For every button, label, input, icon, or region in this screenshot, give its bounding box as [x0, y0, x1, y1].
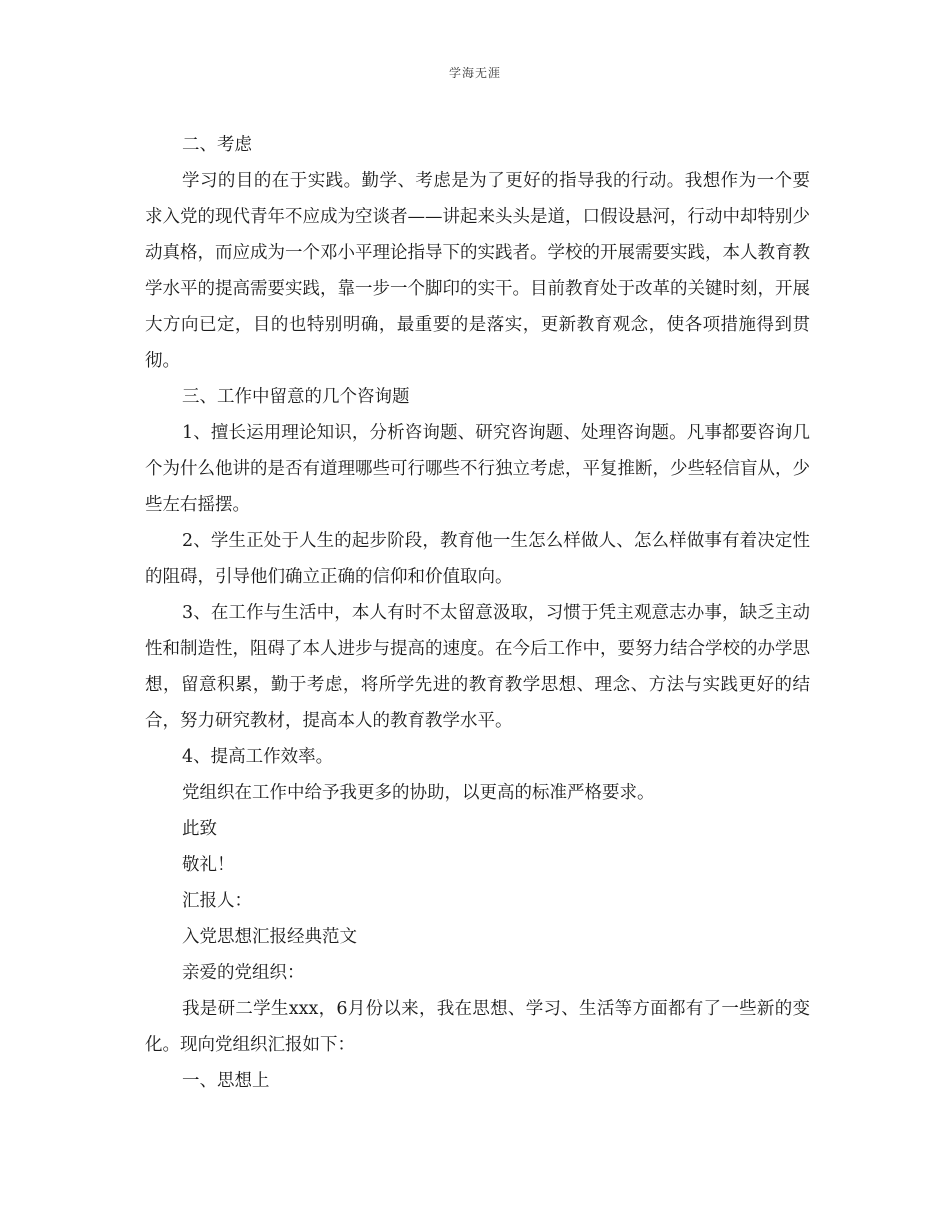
section-heading-thought: 一、思想上	[182, 1071, 270, 1091]
greeting: 亲爱的党组织：	[182, 963, 305, 983]
closing-regards: 敬礼！	[182, 855, 235, 875]
list-item-4: 4、提高工作效率。	[182, 747, 334, 767]
reporter-label: 汇报人：	[182, 891, 252, 911]
paragraph-intro: 我是研二学生xxx，6月份以来，我在思想、学习、生活等方面都有了一些新的变化。现向党组织汇报如下：	[145, 999, 810, 1055]
closing-salutation: 此致	[182, 819, 217, 839]
list-item-3: 3、在工作与生活中，本人有时不太留意汲取，习惯于凭主观意志办事，缺乏主动性和制造性，阻碍了本人进步与提高的速度。在今后工作中，要努力结合学校的办学思想，留意积累，勤于考虑，将所学先进的教育教学思想、理念、方法与实践更好的结合，努力研究教材，提高本人的教育教学水平。	[145, 603, 810, 731]
paragraph-practice: 学习的目的在于实践。勤学、考虑是为了更好的指导我的行动。我想作为一个要求入党的现代青年不应成为空谈者——讲起来头头是道，口假设悬河，行动中却特别少动真格，而应成为一个邓小平理论指导下的实践者。学校的开展需要实践，本人教育教学水平的提高需要实践，靠一步一个脚印的实干。目前教育处于改革的关键时刻，开展大方向已定，目的也特别明确，最重要的是落实，更新教育观念，使各项措施得到贯彻。	[145, 171, 810, 371]
document-body	[145, 127, 810, 1099]
section-heading-consider: 二、考虑	[182, 135, 252, 155]
list-item-1: 1、擅长运用理论知识，分析咨询题、研究咨询题、处理咨询题。凡事都要咨询几个为什么他讲的是否有道理哪些可行哪些不行独立考虑，平复推断，少些轻信盲从，少些左右摇摆。	[145, 423, 810, 515]
section-heading-work-issues: 三、工作中留意的几个咨询题	[182, 387, 410, 407]
list-item-2: 2、学生正处于人生的起步阶段，教育他一生怎么样做人、怎么样做事有着决定性的阻碍，引导他们确立正确的信仰和价值取向。	[145, 531, 810, 587]
page-header: 学海无涯	[448, 66, 501, 80]
new-article-title: 入党思想汇报经典范文	[182, 927, 357, 947]
paragraph-request: 党组织在工作中给予我更多的协助，以更高的标准严格要求。	[182, 783, 655, 803]
